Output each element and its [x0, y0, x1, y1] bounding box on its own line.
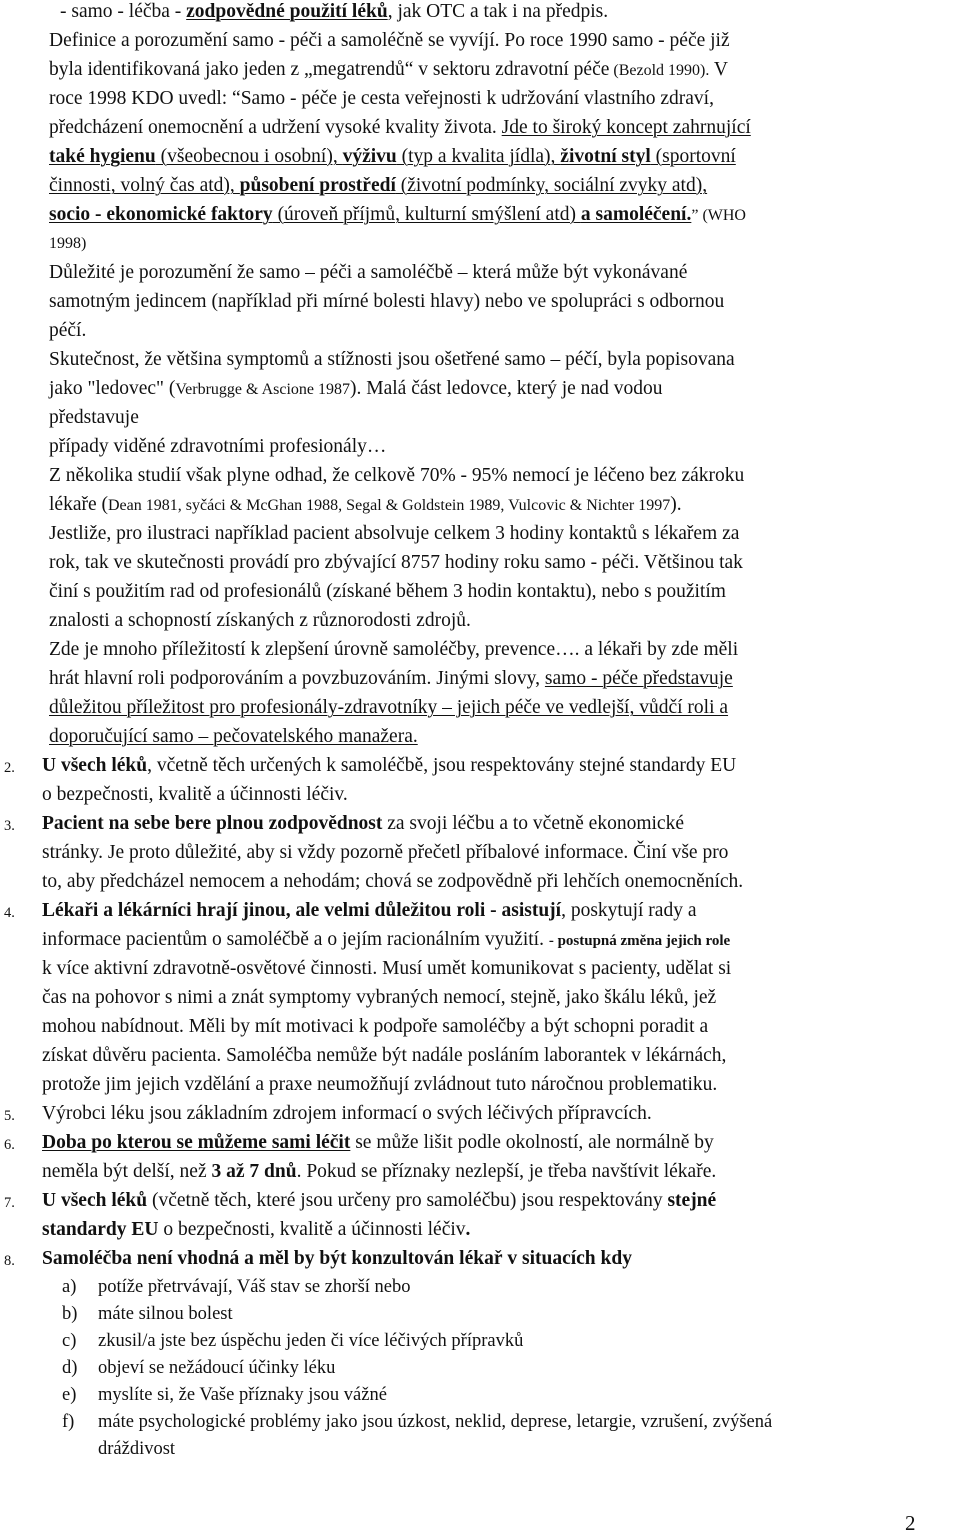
list-item-line: Samoléčba není vhodná a měl by být konzultován lékař v situacích kdy	[42, 1248, 632, 1269]
list-item-line: Výrobci léku jsou základním zdrojem informací o svých léčivých přípravcích.	[42, 1103, 652, 1124]
subitem-letter: a)	[62, 1277, 77, 1297]
list-item-line: k více aktivní zdravotně-osvětové činnosti. Musí umět komunikovat s pacienty, udělat si	[42, 958, 732, 979]
paragraph-line: Důležité je porozumění že samo – péči a samoléčbě – která může být vykonávané	[49, 262, 688, 283]
paragraph-line: socio - ekonomické faktory (úroveň příjmů, kulturní smýšlení atd) a samoléčení.” (WHO	[49, 204, 746, 225]
paragraph-line: Jestliže, pro ilustraci například pacient absolvuje celkem 3 hodiny kontaktů s lékařem za	[49, 523, 740, 544]
paragraph-line: Zde je mnoho příležitostí k zlepšení úrovně samoléčby, prevence…. a lékaři by zde měli	[49, 639, 739, 660]
list-item-line: neměla být delší, než 3 až 7 dnů. Pokud se příznaky nezlepší, je třeba navštívit lékaře.	[42, 1161, 717, 1182]
subitem-letter: c)	[62, 1331, 77, 1351]
list-item-line: čas na pohovor s nimi a znát symptomy vybraných nemocí, stejně, jako škálu léků, jež	[42, 987, 717, 1008]
paragraph-line: činnosti, volný čas atd), působení prostředí (životní podmínky, sociální zvyky atd),	[49, 175, 708, 196]
list-number: 4.	[4, 905, 15, 921]
paragraph-line: také hygienu (všeobecnou i osobní), výživu (typ a kvalita jídla), životní styl (sportovní	[49, 146, 736, 167]
citation: (Bezold 1990).	[609, 62, 710, 79]
subitem-text: objeví se nežádoucí účinky léku	[98, 1358, 336, 1378]
page-number: 2	[905, 1511, 916, 1535]
list-item-line: U všech léků, včetně těch určených k samoléčbě, jsou respektovány stejné standardy EU	[42, 755, 737, 776]
list-number: 7.	[4, 1195, 15, 1211]
paragraph-line: péčí.	[49, 320, 87, 341]
intro-suffix: , jak OTC a tak i na předpis.	[387, 1, 609, 22]
paragraph-line: hrát hlavní roli podporováním a povzbuzováním. Jinými slovy, samo - péče představuje	[49, 668, 733, 689]
paragraph-line: 1998)	[49, 235, 87, 252]
intro-line	[60, 0, 608, 24]
subitem-text: máte psychologické problémy jako jsou úzkost, neklid, deprese, letargie, vzrušení, zvýšená	[98, 1412, 773, 1432]
paragraph-line: představuje	[49, 407, 139, 428]
subitem-letter: f)	[62, 1412, 75, 1432]
paragraph-line: důležitou příležitost pro profesionály-zdravotníky – jejich péče ve vedlejší, vůdčí roli a	[49, 697, 729, 718]
subitem-text: potíže přetrvávají, Váš stav se zhorší nebo	[98, 1277, 411, 1297]
list-item-line: informace pacientům o samoléčbě a o jejím racionálním využití. - postupná změna jejich role	[42, 929, 731, 950]
list-number: 8.	[4, 1253, 15, 1269]
list-item-line: protože jim jejich vzdělání a praxe neumožňují zvládnout tuto náročnou problematiku.	[42, 1074, 718, 1095]
list-item-line: o bezpečnosti, kvalitě a účinnosti léčiv.	[42, 784, 348, 805]
citation: Dean 1981, syčáci & McGhan 1988, Segal & Goldstein 1989, Vulcovic & Nichter 1997	[108, 497, 671, 514]
citation: Verbrugge & Ascione 1987	[175, 381, 351, 398]
intro-emphasis: zodpovědné použití léků	[186, 1, 388, 22]
subitem-text-continuation: dráždivost	[98, 1439, 176, 1459]
list-item-line: stránky. Je proto důležité, aby si vždy pozorně přečetl příbalové informace. Činí vše pro	[42, 842, 729, 863]
list-item-line: mohou nabídnout. Měli by mít motivaci k podpoře samoléčby a být schopni poradit a	[42, 1016, 709, 1037]
list-item-line: Doba po kterou se můžeme sami léčit se může lišit podle okolností, ale normálně by	[42, 1132, 714, 1153]
paragraph-line: roce 1998 KDO uvedl: “Samo - péče je cesta veřejnosti k udržování vlastního zdraví,	[49, 88, 714, 109]
paragraph-line: Z několika studií však plyne odhad, že celkově 70% - 95% nemocí je léčeno bez zákroku	[49, 465, 745, 486]
list-item-line: U všech léků (včetně těch, které jsou určeny pro samoléčbu) jsou respektovány stejné	[42, 1190, 717, 1211]
paragraph-line: případy viděné zdravotními profesionály…	[49, 436, 387, 457]
paragraph-line: jako "ledovec" (Verbrugge & Ascione 1987). Malá část ledovce, který je nad vodou	[49, 378, 663, 399]
intro-prefix: - samo - léčba -	[60, 1, 187, 22]
list-number: 5.	[4, 1108, 15, 1124]
list-item-line: to, aby předcházel nemocem a nehodám; chová se zodpovědně při lehčích onemocněních.	[42, 871, 744, 892]
list-item-line: Lékaři a lékárníci hrají jinou, ale velmi důležitou roli - asistují, poskytují rady a	[42, 900, 697, 921]
paragraph-line: byla identifikovaná jako jeden z „megatrendů“ v sektoru zdravotní péče (Bezold 1990). V	[49, 59, 728, 80]
subitem-text: máte silnou bolest	[98, 1304, 233, 1324]
list-item-line: získat důvěru pacienta. Samoléčba nemůže být nadále posláním laborantek v lékárnách,	[42, 1045, 727, 1066]
subitem-letter: d)	[62, 1358, 78, 1378]
paragraph-line: Definice a porozumění samo - péči a samoléčně se vyvíjí. Po roce 1990 samo - péče již	[49, 30, 730, 51]
subitem-text: zkusil/a jste bez úspěchu jeden či více léčivých přípravků	[98, 1331, 524, 1351]
paragraph-line: Skutečnost, že většina symptomů a stížnosti jsou ošetřené samo – péčí, byla popisovana	[49, 349, 735, 370]
paragraph-line: činí s použitím rad od profesionálů (získané během 3 hodin kontaktu), nebo s použitím	[49, 581, 726, 602]
paragraph-line: znalosti a schopností získaných z různorodosti zdrojů.	[49, 610, 471, 631]
subitem-text: myslíte si, že Vaše příznaky jsou vážné	[98, 1385, 387, 1405]
list-number: 2.	[4, 760, 15, 776]
list-number: 3.	[4, 818, 15, 834]
paragraph-line: doporučující samo – pečovatelského manažera.	[49, 726, 418, 747]
paragraph-line: rok, tak ve skutečnosti provádí pro zbývající 8757 hodiny roku samo - péči. Většinou tak	[49, 552, 743, 573]
paragraph-line: předcházení onemocnění a udržení vysoké kvality života. Jde to široký koncept zahrnující	[49, 117, 751, 138]
subitem-letter: b)	[62, 1304, 78, 1324]
list-item-line: standardy EU o bezpečnosti, kvalitě a účinnosti léčiv.	[42, 1219, 471, 1240]
list-item-line: Pacient na sebe bere plnou zodpovědnost za svoji léčbu a to včetně ekonomické	[42, 813, 684, 834]
paragraph-line: samotným jedincem (například při mírné bolesti hlavy) nebo ve spolupráci s odbornou	[49, 291, 725, 312]
paragraph-line: lékaře (Dean 1981, syčáci & McGhan 1988, Segal & Goldstein 1989, Vulcovic & Nichter 1997).	[49, 494, 682, 515]
subitem-letter: e)	[62, 1385, 77, 1405]
list-number: 6.	[4, 1137, 15, 1153]
